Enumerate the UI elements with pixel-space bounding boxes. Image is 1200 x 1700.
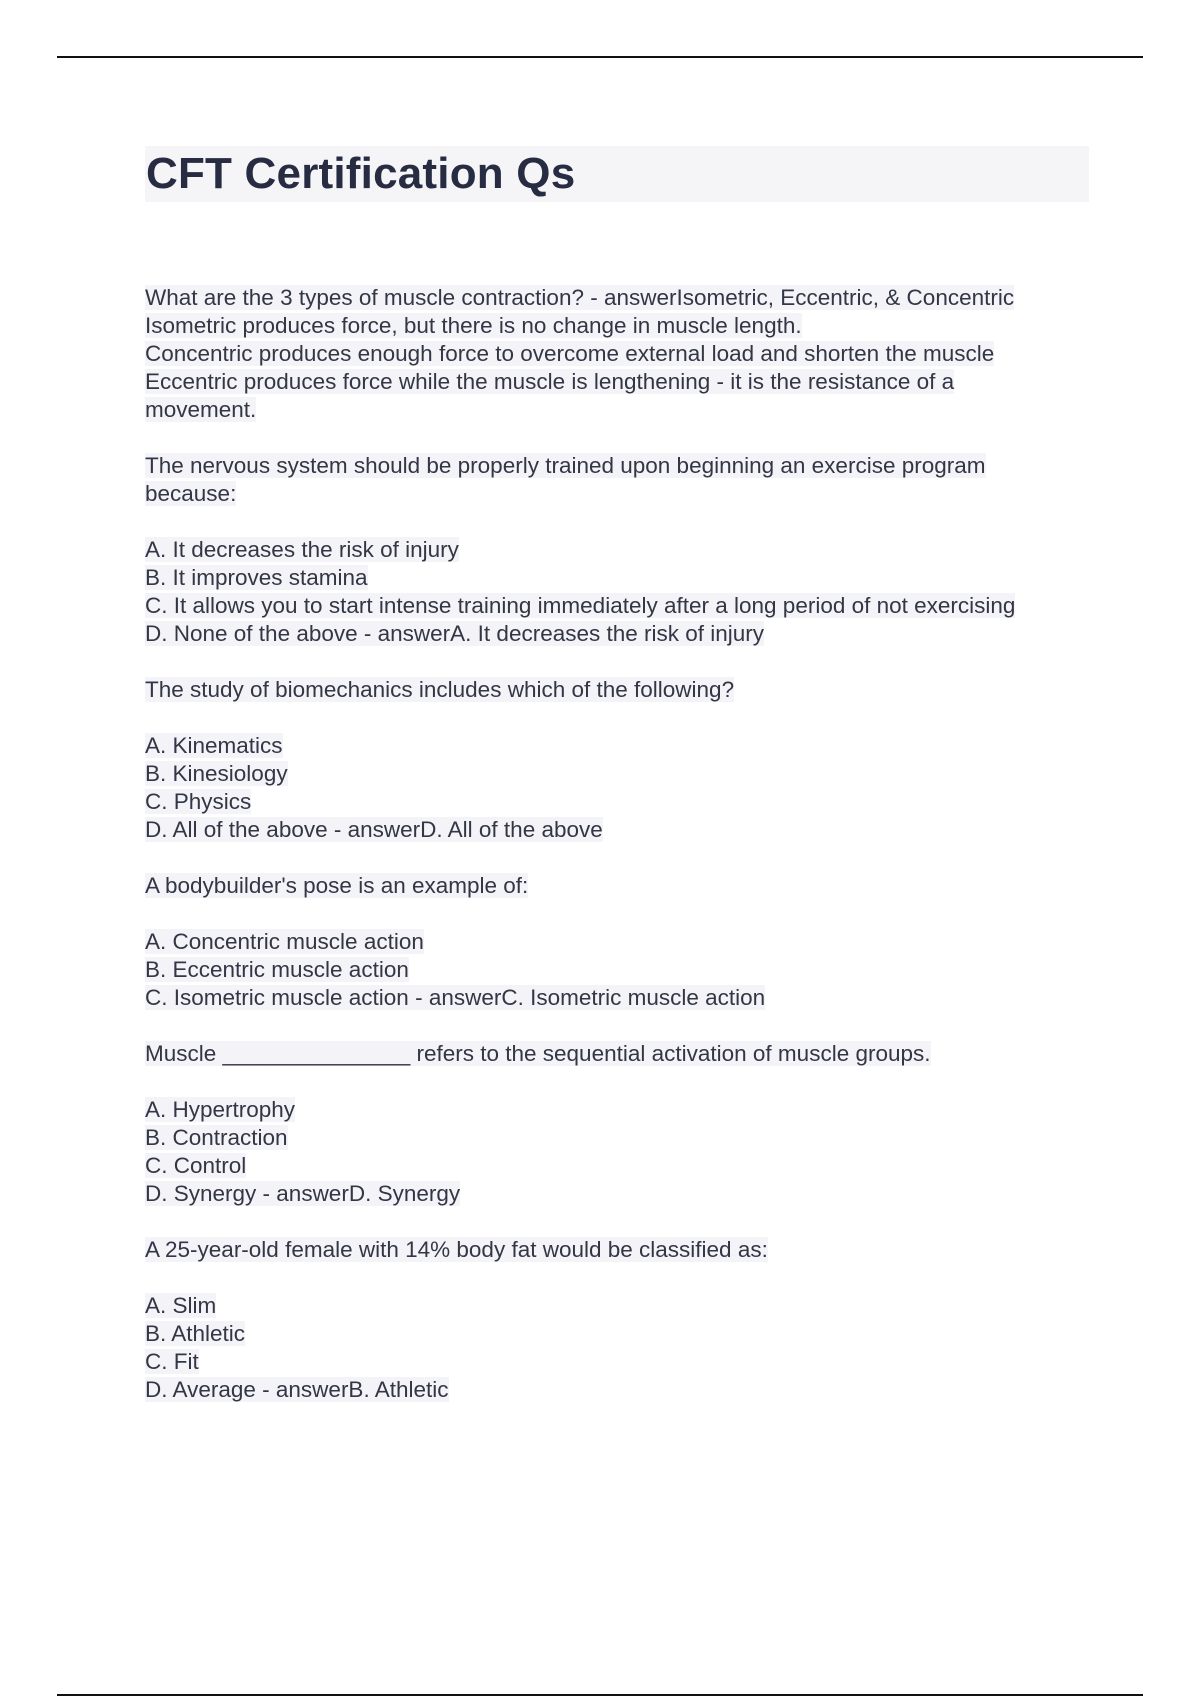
document-body (145, 284, 1095, 1432)
option-line: B. Athletic (145, 1321, 246, 1346)
option-line: C. Physics (145, 789, 252, 814)
question-options-3 (145, 732, 1095, 844)
option-line: D. None of the above - answerA. It decreases the risk of injury (145, 621, 765, 646)
text-line: Concentric produces enough force to overcome external load and shorten the muscle (145, 341, 995, 366)
option-line: D. All of the above - answerD. All of the above (145, 817, 603, 842)
option-line: A. Hypertrophy (145, 1097, 296, 1122)
prompt-line: The nervous system should be properly trained upon beginning an exercise program (145, 453, 986, 478)
question-block-1 (145, 284, 1095, 424)
question-options-6 (145, 1292, 1095, 1404)
option-line: D. Average - answerB. Athletic (145, 1377, 449, 1402)
text-line: movement. (145, 397, 257, 422)
option-line: C. Isometric muscle action - answerC. Isometric muscle action (145, 985, 766, 1010)
question-prompt-3 (145, 676, 1095, 704)
question-prompt-4 (145, 872, 1095, 900)
prompt-line: Muscle _______________ refers to the sequential activation of muscle groups. (145, 1041, 931, 1066)
option-line: C. It allows you to start intense training immediately after a long period of not exercising (145, 593, 1016, 618)
text-line: Isometric produces force, but there is no change in muscle length. (145, 313, 802, 338)
footer-rule (57, 1694, 1143, 1696)
text-line: Eccentric produces force while the muscle is lengthening - it is the resistance of a (145, 369, 955, 394)
prompt-line: because: (145, 481, 237, 506)
document-title: CFT Certification Qs (146, 149, 576, 198)
question-prompt-6 (145, 1236, 1095, 1264)
question-options-2 (145, 536, 1095, 648)
prompt-line: A bodybuilder's pose is an example of: (145, 873, 529, 898)
option-line: B. Eccentric muscle action (145, 957, 409, 982)
option-line: B. It improves stamina (145, 565, 368, 590)
question-options-4 (145, 928, 1095, 1012)
option-line: C. Control (145, 1153, 247, 1178)
option-line: B. Contraction (145, 1125, 288, 1150)
option-line: A. Slim (145, 1293, 217, 1318)
question-options-5 (145, 1096, 1095, 1208)
option-line: A. Concentric muscle action (145, 929, 424, 954)
option-line: B. Kinesiology (145, 761, 288, 786)
question-prompt-5 (145, 1040, 1095, 1068)
prompt-line: The study of biomechanics includes which of the following? (145, 677, 735, 702)
header-rule (57, 56, 1143, 58)
option-line: A. It decreases the risk of injury (145, 537, 459, 562)
prompt-line: A 25-year-old female with 14% body fat would be classified as: (145, 1237, 768, 1262)
option-line: C. Fit (145, 1349, 199, 1374)
option-line: D. Synergy - answerD. Synergy (145, 1181, 461, 1206)
option-line: A. Kinematics (145, 733, 283, 758)
question-prompt-2 (145, 452, 1095, 508)
text-line: What are the 3 types of muscle contraction? - answerIsometric, Eccentric, & Concentric (145, 285, 1015, 310)
